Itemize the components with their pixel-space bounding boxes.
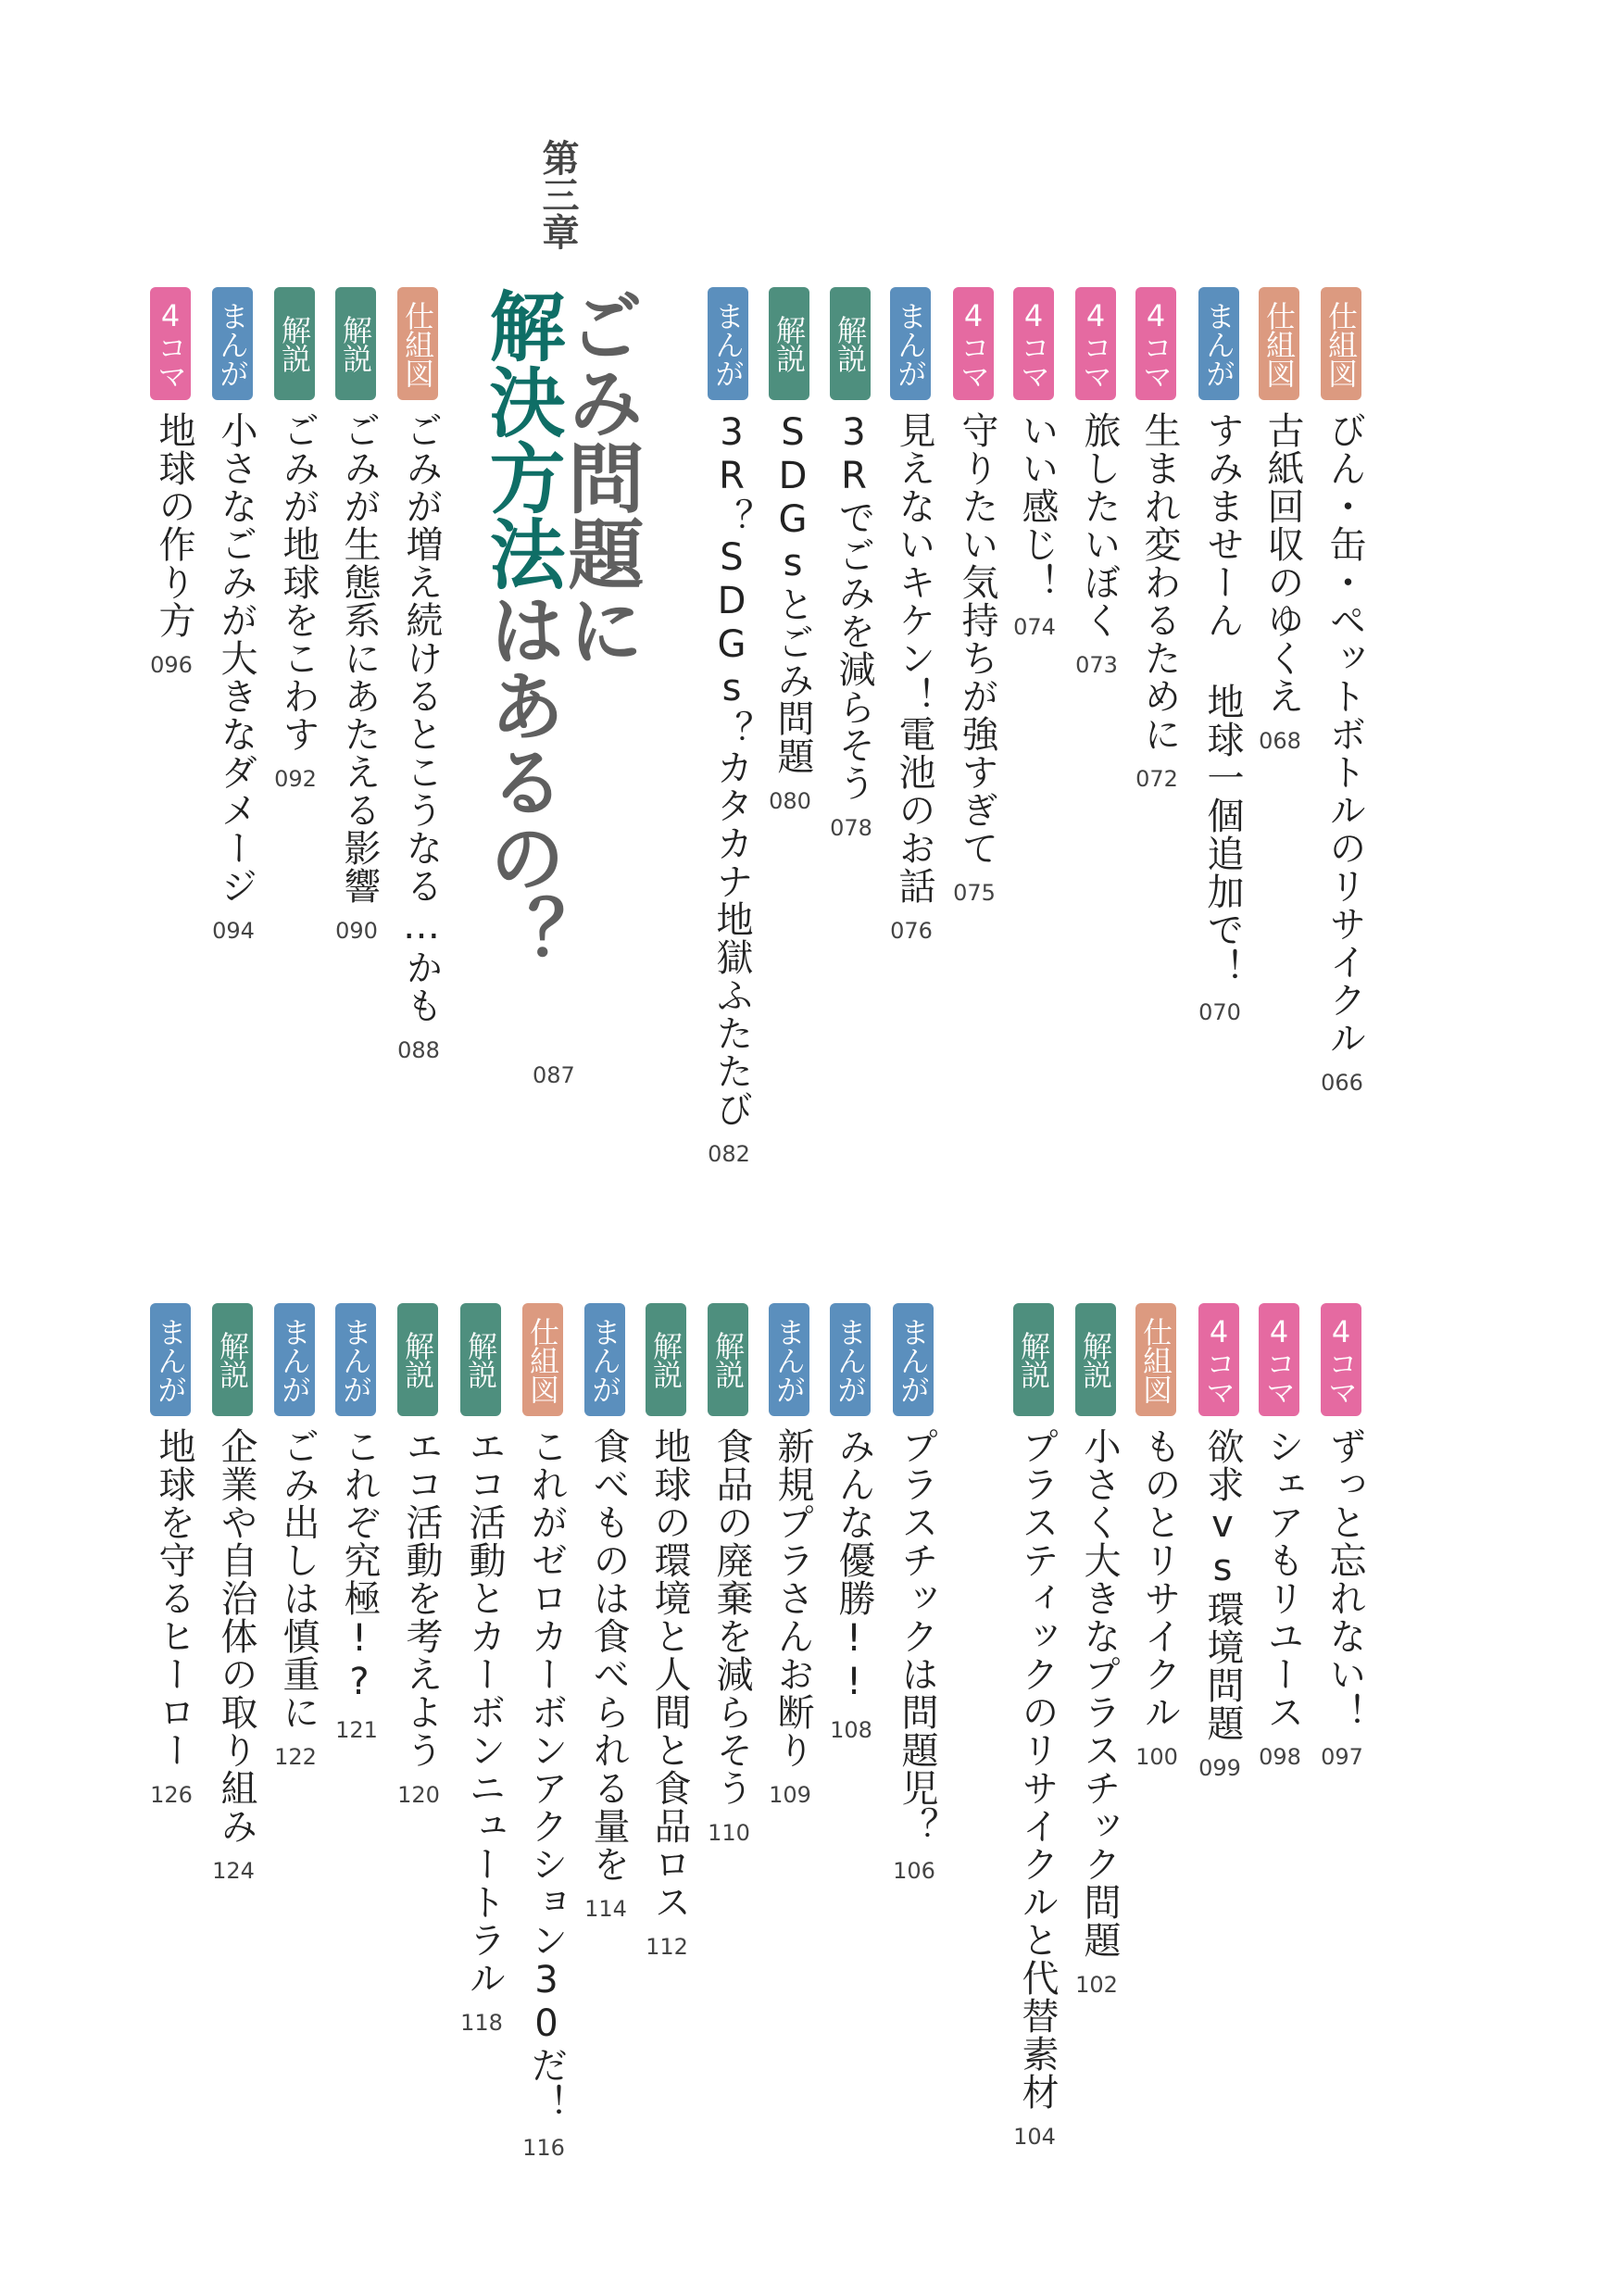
toc-entry-title: 地球を守るヒーロー <box>153 1427 195 1769</box>
toc-entry-badge-manga: まんが <box>890 287 931 400</box>
toc-entry-page-number: 070 <box>1198 999 1241 1025</box>
toc-entry-page-number: 080 <box>769 788 811 814</box>
toc-entry-page-number: 076 <box>890 918 933 944</box>
toc-entry-title: 地球の環境と人間と食品ロス <box>648 1427 691 1921</box>
toc-entry-title: エコ活動とカーボンニュートラル <box>463 1427 506 1997</box>
toc-entry-title: すみませーん 地球一個追加で！ <box>1201 411 1244 986</box>
toc-entry-page-number: 092 <box>274 766 317 792</box>
toc-entry-badge-kaisetsu: 解説 <box>769 287 809 400</box>
toc-entry-title: びん・缶・ペットボトルのリサイクル <box>1323 411 1366 1057</box>
toc-entry-page-number: 110 <box>708 1820 750 1846</box>
toc-entry-badge-manga: まんが <box>708 287 748 400</box>
toc-entry-badge-manga: まんが <box>584 1303 625 1416</box>
toc-entry-title: 3R？SDGs？カタカナ地獄ふたたび <box>710 411 753 1128</box>
toc-entry-badge-koma: 4コマ <box>1198 1303 1239 1416</box>
toc-entry-page-number: 112 <box>646 1934 688 1960</box>
toc-entry-title: プラスチックは問題児？ <box>896 1427 938 1845</box>
toc-entry-badge-kaisetsu: 解説 <box>460 1303 501 1416</box>
toc-entry-page-number: 104 <box>1013 2124 1056 2150</box>
toc-entry-badge-kaisetsu: 解説 <box>1013 1303 1054 1416</box>
toc-entry-title: みんな優勝!! <box>833 1427 875 1704</box>
toc-entry-page-number: 122 <box>274 1744 317 1770</box>
toc-entry-page-number: 073 <box>1075 652 1118 678</box>
toc-entry-page-number: 102 <box>1075 1972 1118 1998</box>
toc-entry-page-number: 066 <box>1321 1070 1363 1096</box>
toc-entry-badge-kaisetsu: 解説 <box>830 287 871 400</box>
toc-entry-title: シェアもリユース <box>1261 1427 1304 1731</box>
toc-entry-page-number: 075 <box>953 880 996 906</box>
toc-entry-badge-manga: まんが <box>893 1303 934 1416</box>
toc-entry-page-number: 116 <box>522 2135 565 2161</box>
toc-entry-badge-koma: 4コマ <box>953 287 994 400</box>
toc-entry-title: 3Rでごみを減らそう <box>833 411 875 802</box>
toc-entry-title: ものとリサイクル <box>1138 1427 1181 1731</box>
toc-entry-title: 古紙回収のゆくえ <box>1261 411 1304 715</box>
toc-entry-badge-koma: 4コマ <box>150 287 191 400</box>
toc-entry-badge-manga: まんが <box>1198 287 1239 400</box>
toc-entry-badge-koma: 4コマ <box>1259 1303 1299 1416</box>
toc-entry-page-number: 098 <box>1259 1744 1301 1770</box>
toc-entry-page-number: 078 <box>830 815 872 841</box>
toc-entry-page-number: 068 <box>1259 728 1301 754</box>
toc-entry-badge-kaisetsu: 解説 <box>646 1303 686 1416</box>
toc-entry-title: 小さく大きなプラスチック問題 <box>1078 1427 1121 1959</box>
toc-entry-title: 小さなごみが大きなダメージ <box>215 411 257 905</box>
toc-entry-badge-shikumi: 仕組図 <box>1259 287 1299 400</box>
toc-entry-page-number: 124 <box>212 1858 255 1884</box>
toc-entry-badge-kaisetsu: 解説 <box>708 1303 748 1416</box>
toc-entry-page-number: 118 <box>460 2010 503 2036</box>
toc-entry-badge-shikumi: 仕組図 <box>1321 287 1361 400</box>
toc-entry-page-number: 072 <box>1135 766 1178 792</box>
toc-entry-badge-shikumi: 仕組図 <box>397 287 438 400</box>
chapter-title-line1: ごみ問題に <box>556 287 644 667</box>
toc-entry-badge-koma: 4コマ <box>1013 287 1054 400</box>
toc-entry-badge-shikumi: 仕組図 <box>522 1303 563 1416</box>
chapter-title-accent: 解決方法 <box>477 287 565 591</box>
toc-entry-title: 欲求vs環境問題 <box>1201 1427 1244 1742</box>
toc-entry-badge-koma: 4コマ <box>1135 287 1176 400</box>
toc-entry-title: ごみが生態系にあたえる影響 <box>338 411 381 905</box>
toc-entry-title: 食べものは食べられる量を <box>587 1427 630 1883</box>
chapter-title-page-number: 087 <box>533 1062 575 1088</box>
toc-entry-title: 生まれ変わるために <box>1138 411 1181 753</box>
toc-entry-title: 見えないキケン！電池のお話 <box>893 411 935 905</box>
toc-entry-badge-manga: まんが <box>830 1303 871 1416</box>
toc-entry-page-number: 074 <box>1013 614 1056 640</box>
toc-entry-badge-kaisetsu: 解説 <box>335 287 376 400</box>
toc-entry-title: SDGsとごみ問題 <box>771 411 814 775</box>
toc-entry-title: 地球の作り方 <box>153 411 195 639</box>
toc-entry-title: いい感じ！ <box>1016 411 1059 601</box>
toc-entry-page-number: 090 <box>335 918 378 944</box>
toc-entry-page-number: 108 <box>830 1717 872 1743</box>
toc-entry-page-number: 100 <box>1135 1744 1178 1770</box>
toc-entry-page-number: 114 <box>584 1896 627 1922</box>
toc-entry-title: これがゼロカーボンアクション30だ！ <box>525 1427 568 2122</box>
toc-entry-title: 企業や自治体の取り組み <box>215 1427 257 1845</box>
toc-entry-badge-manga: まんが <box>212 287 253 400</box>
toc-entry-page-number: 121 <box>335 1717 378 1743</box>
toc-entry-title: 食品の廃棄を減らそう <box>710 1427 753 1807</box>
toc-entry-title: ずっと忘れない！ <box>1323 1427 1366 1731</box>
toc-entry-title: 旅したいぼく <box>1078 411 1121 639</box>
toc-entry-badge-manga: まんが <box>335 1303 376 1416</box>
toc-entry-badge-koma: 4コマ <box>1321 1303 1361 1416</box>
toc-entry-page-number: 106 <box>893 1858 935 1884</box>
toc-entry-title: ごみが増え続けるとこうなる…かも <box>400 411 443 1024</box>
chapter-label: 第三章 <box>536 139 579 250</box>
toc-entry-page-number: 097 <box>1321 1744 1363 1770</box>
toc-entry-page-number: 082 <box>708 1141 750 1167</box>
toc-entry-badge-kaisetsu: 解説 <box>212 1303 253 1416</box>
toc-entry-page-number: 120 <box>397 1782 440 1808</box>
toc-entry-page-number: 099 <box>1198 1755 1241 1781</box>
toc-entry-badge-manga: まんが <box>769 1303 809 1416</box>
toc-entry-page-number: 109 <box>769 1782 811 1808</box>
toc-entry-badge-kaisetsu: 解説 <box>1075 1303 1116 1416</box>
toc-entry-page-number: 088 <box>397 1037 440 1063</box>
toc-entry-badge-koma: 4コマ <box>1075 287 1116 400</box>
chapter-title-rest: はあるの？ <box>477 591 565 971</box>
toc-entry-badge-kaisetsu: 解説 <box>397 1303 438 1416</box>
toc-entry-title: エコ活動を考えよう <box>400 1427 443 1769</box>
toc-entry-page-number: 094 <box>212 918 255 944</box>
toc-entry-title: 守りたい気持ちが強すぎて <box>956 411 998 867</box>
toc-entry-title: プラスティックのリサイクルと代替素材 <box>1016 1427 1059 2111</box>
toc-entry-title: 新規プラさんお断り <box>771 1427 814 1769</box>
chapter-title <box>477 287 644 1019</box>
toc-entry-title: これぞ究極!? <box>338 1427 381 1704</box>
chapter-title-line2 <box>477 287 565 971</box>
toc-entry-page-number: 096 <box>150 652 193 678</box>
toc-entry-badge-manga: まんが <box>274 1303 315 1416</box>
toc-entry-title: ごみ出しは慎重に <box>277 1427 320 1731</box>
toc-entry-title: ごみが地球をこわす <box>277 411 320 753</box>
toc-entry-badge-shikumi: 仕組図 <box>1135 1303 1176 1416</box>
toc-entry-page-number: 126 <box>150 1782 193 1808</box>
toc-entry-badge-kaisetsu: 解説 <box>274 287 315 400</box>
toc-entry-badge-manga: まんが <box>150 1303 191 1416</box>
